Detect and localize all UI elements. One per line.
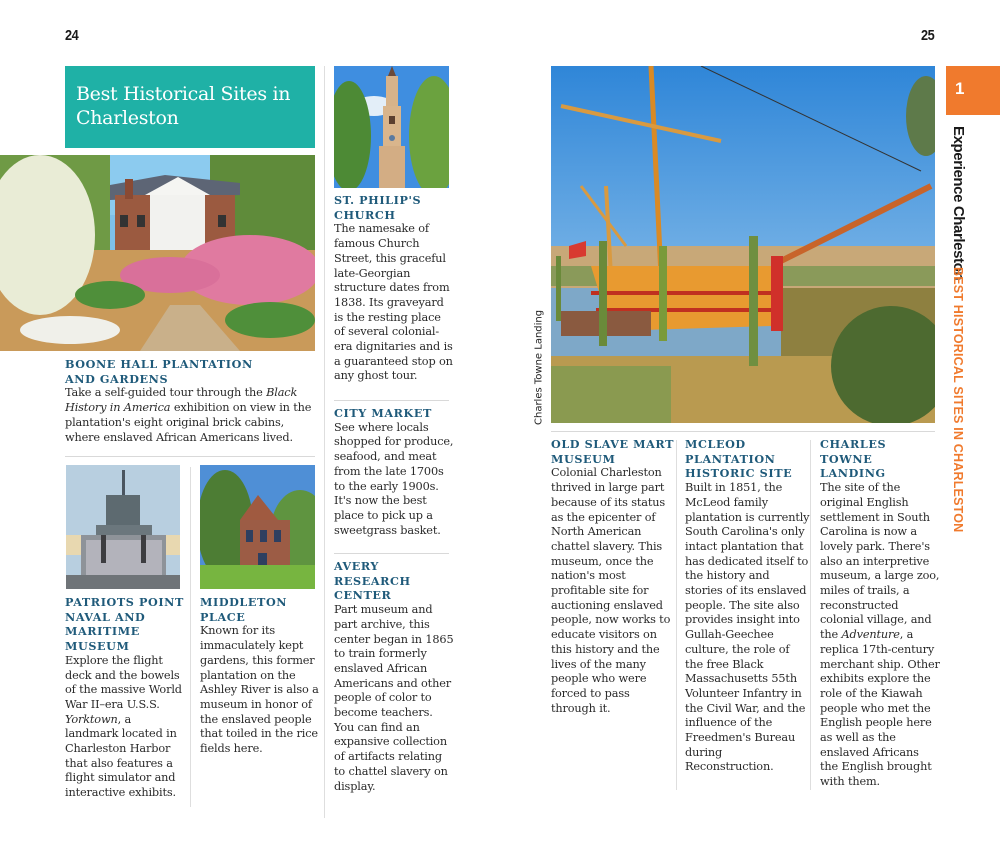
section-title-line2: Charleston	[76, 107, 179, 129]
divider	[334, 553, 449, 554]
replica-ship-photo	[551, 66, 935, 423]
entry-description: The site of the original English settlement in South Carolina is now a lovely park. There's also an interpretive museum, a large zoo, miles of trails, a reconstructed colonial village, and the Adventure, a replica 17th-century merchant ship. Other exhibits explore the role of the Kiawah people who met the English people here as well as the enslaved Africans the English brought with them.	[820, 481, 940, 789]
entry-title: ST. PHILIP'S CHURCH	[334, 193, 422, 222]
entry-boone-hall	[65, 357, 320, 445]
entry-title: OLD SLAVE MART MUSEUM	[551, 437, 675, 466]
photo-caption: Charles Towne Landing	[533, 309, 545, 425]
entry-title: MIDDLETON PLACE	[200, 595, 288, 624]
entry-title: PATRIOTS POINT NAVAL AND MARITIME MUSEUM	[65, 595, 184, 654]
section-title-line1: Best Historical Sites in	[76, 83, 291, 105]
entry-description: Explore the flight deck and the bowels of the massive World War II–era U.S.S. Yorktown, a landmark located in Charleston Harbor that also features a flight simulator and interactive exhibits.	[65, 653, 182, 800]
divider	[551, 431, 935, 432]
column-divider	[810, 440, 811, 790]
entry-description: The namesake of famous Church Street, this graceful late-Georgian structure dates from 1838. Its graveyard is the resting place of several colonial-era dignitaries and is a guaranteed stop on any ghost tour.	[334, 222, 453, 383]
entry-title: MCLEOD PLANTATION HISTORIC SITE	[685, 437, 793, 481]
entry-title: AVERY RESEARCH CENTER	[334, 559, 411, 603]
entry-mcleod-plantation	[685, 437, 810, 775]
divider	[65, 456, 315, 457]
entry-description: Colonial Charleston thrived in large part because of its status as the epicenter of North American chattel slavery. This museum, once the nation's most profitable site for auctioning enslaved people, now works to educate visitors on this history and the lives of the many people who were forced to pass through it.	[551, 466, 671, 715]
entry-description: Take a self-guided tour through the Black History in America exhibition on view in the plantation's eight original brick cabins, where enslaved African Americans lived.	[65, 386, 312, 444]
entry-old-slave-mart	[551, 437, 676, 716]
entry-title: CITY MARKET	[334, 406, 432, 420]
entry-description: See where locals shopped for produce, seafood, and meat from the late 1700s to the early 1900s. It's now the best place to pick up a sweetgrass basket.	[334, 420, 454, 537]
left-page-number: 24	[65, 27, 79, 44]
boone-hall-plantation-photo	[0, 155, 315, 351]
column-divider	[324, 66, 325, 818]
entry-avery-research-center	[334, 559, 454, 794]
column-divider	[190, 467, 191, 807]
entry-charles-towne-landing	[820, 437, 940, 790]
entry-city-market	[334, 406, 454, 538]
entry-description: Known for its immaculately kept gardens, this former plantation on the Ashley River is also a museum in honor of the enslaved people that toiled in the rice fields here.	[200, 624, 319, 756]
divider	[334, 400, 449, 401]
section-title-box	[65, 66, 315, 148]
entry-st-philips-church	[334, 193, 454, 384]
entry-description: Built in 1851, the McLeod family plantation is currently South Carolina's only intact plantation that has dedicated itself to the history and stories of its enslaved people. The site also provides insight into Gullah-Geechee culture, the role of the free Black Massachusetts 55th Volunteer Infantry in the Civil War, and the influence of the Freedmen's Bureau during Reconstruction.	[685, 481, 810, 774]
column-divider	[676, 440, 677, 790]
entry-patriots-point	[65, 595, 185, 801]
right-page-number: 25	[921, 27, 935, 44]
section-running-head: BEST HISTORICAL SITES IN CHARLESTON	[951, 267, 965, 533]
entry-middleton-place	[200, 595, 320, 757]
chapter-number-tab: 1	[946, 66, 1000, 115]
middleton-house-photo	[200, 465, 315, 589]
entry-description: Part museum and part archive, this center began in 1865 to train formerly enslaved African Americans and other people of color to become teachers. You can find an expansive collection of artifacts relating to chattel slavery on display.	[334, 603, 454, 793]
entry-title: CHARLES TOWNE LANDING	[820, 437, 887, 481]
entry-title: BOONE HALL PLANTATION AND GARDENS	[65, 357, 253, 386]
chapter-title: Experience Charleston	[950, 126, 967, 281]
church-steeple-photo	[334, 66, 449, 188]
warship-photo	[66, 465, 180, 589]
